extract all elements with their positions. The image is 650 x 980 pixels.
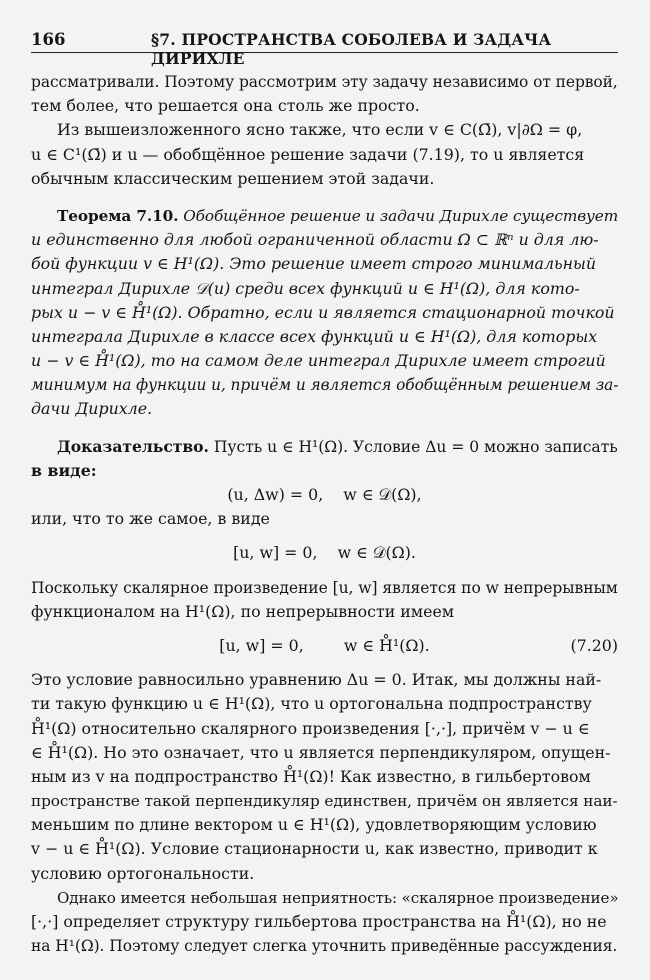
text-line: дачи Дирихле. [31, 399, 153, 419]
text-line: условию ортогональности. [31, 863, 255, 883]
theorem-text: Обобщённое решение и задачи Дирихле существует [183, 206, 619, 225]
text-line: обычным классическим решением этой задачи. [31, 168, 435, 188]
text-line: пространстве такой перпендикуляр единствен, причём он является наи- [31, 792, 618, 811]
text-line: интеграл Дирихле 𝒟(u) среди всех функций u ∈ H¹(Ω), для кото- [31, 278, 580, 298]
text-line: Поскольку скалярное произведение [u, w] является по w непрерывным [31, 578, 618, 597]
text-line: в виде: [31, 460, 97, 480]
text-line: и единственно для любой ограниченной области Ω ⊂ ℝⁿ и для лю- [31, 230, 599, 250]
text-line: [·,·] определяет структуру гильбертова пространства на H̊¹(Ω), но не [31, 912, 607, 931]
text-line: рых u − v ∈ H̊¹(Ω). Обратно, если u является стационарной точкой [31, 302, 615, 322]
equation: [u, w] = 0, w ∈ 𝒟(Ω). [233, 543, 416, 563]
text-line: u − v ∈ H̊¹(Ω), то на самом деле интеграл Дирихле имеет строгий [31, 351, 606, 371]
equation-numbered [31, 634, 618, 658]
text-line: v − u ∈ H̊¹(Ω). Условие стационарности u, как известно, приводит к [31, 839, 598, 859]
equation: (u, Δw) = 0, w ∈ 𝒟(Ω), [227, 485, 422, 504]
equation-number: (7.20) [570, 635, 618, 655]
text-line [31, 435, 618, 459]
text-line: или, что то же самое, в виде [31, 509, 270, 529]
text-line: Однако имеется небольшая неприятность: «скалярное произведение» [57, 888, 619, 907]
text-line: интеграла Дирихле в классе всех функций u ∈ H¹(Ω), для которых [31, 326, 598, 346]
theorem-label: Теорема 7.10. [57, 206, 179, 225]
proof-block [31, 435, 618, 959]
running-head: §7. ПРОСТРАНСТВА СОБОЛЕВА И ЗАДАЧА ДИРИХЛЕ [151, 30, 552, 68]
text-line: Это условие равносильно уравнению Δu = 0. Итак, мы должны най- [31, 670, 602, 690]
text-line: ти такую функцию u ∈ H¹(Ω), что u ортогональна подпространству [31, 694, 592, 714]
text-line: u ∈ C¹(Ω̄) и u — обобщённое решение задачи (7.19), то u является [31, 144, 585, 164]
page-body [31, 70, 618, 958]
proof-text: Пусть u ∈ H¹(Ω). Условие Δu = 0 можно записать [213, 437, 618, 456]
text-line: H̊¹(Ω) относительно скалярного произведения [·,·], причём v − u ∈ [31, 718, 590, 738]
text-line: меньшим по длине вектором u ∈ H¹(Ω), удовлетворяющим условию [31, 815, 597, 835]
proof-label: Доказательство. [57, 436, 209, 456]
text-line: ∈ H̊¹(Ω). Но это означает, что u является перпендикуляром, опущен- [31, 742, 611, 762]
text-line: функционалом на H¹(Ω), по непрерывности имеем [31, 601, 455, 621]
theorem-block [31, 204, 618, 422]
page-number: 166 [31, 30, 66, 49]
page-header [31, 26, 618, 68]
text-line: рассматривали. Поэтому рассмотрим эту задачу независимо от первой, [31, 73, 618, 91]
text-line [31, 204, 618, 228]
paragraph-remark [31, 118, 618, 191]
paragraph-intro [31, 70, 618, 118]
text-line: тем более, что решается она столь же просто. [31, 96, 420, 116]
equation: [u, w] = 0, w ∈ H̊¹(Ω). [219, 635, 430, 655]
text-line: Из вышеизложенного ясно также, что если v ∈ C(Ω̄), v|∂Ω = φ, [57, 120, 583, 140]
text-line: бой функции v ∈ H¹(Ω). Это решение имеет строго минимальный [31, 254, 597, 274]
text-line: минимум на функции u, причём и является обобщённым решением за- [31, 376, 619, 395]
text-line: ным из v на подпространство H̊¹(Ω)! Как известно, в гильбертовом [31, 766, 591, 786]
text-line: на H¹(Ω). Поэтому следует слегка уточнить приведённые рассуждения. [31, 937, 618, 956]
